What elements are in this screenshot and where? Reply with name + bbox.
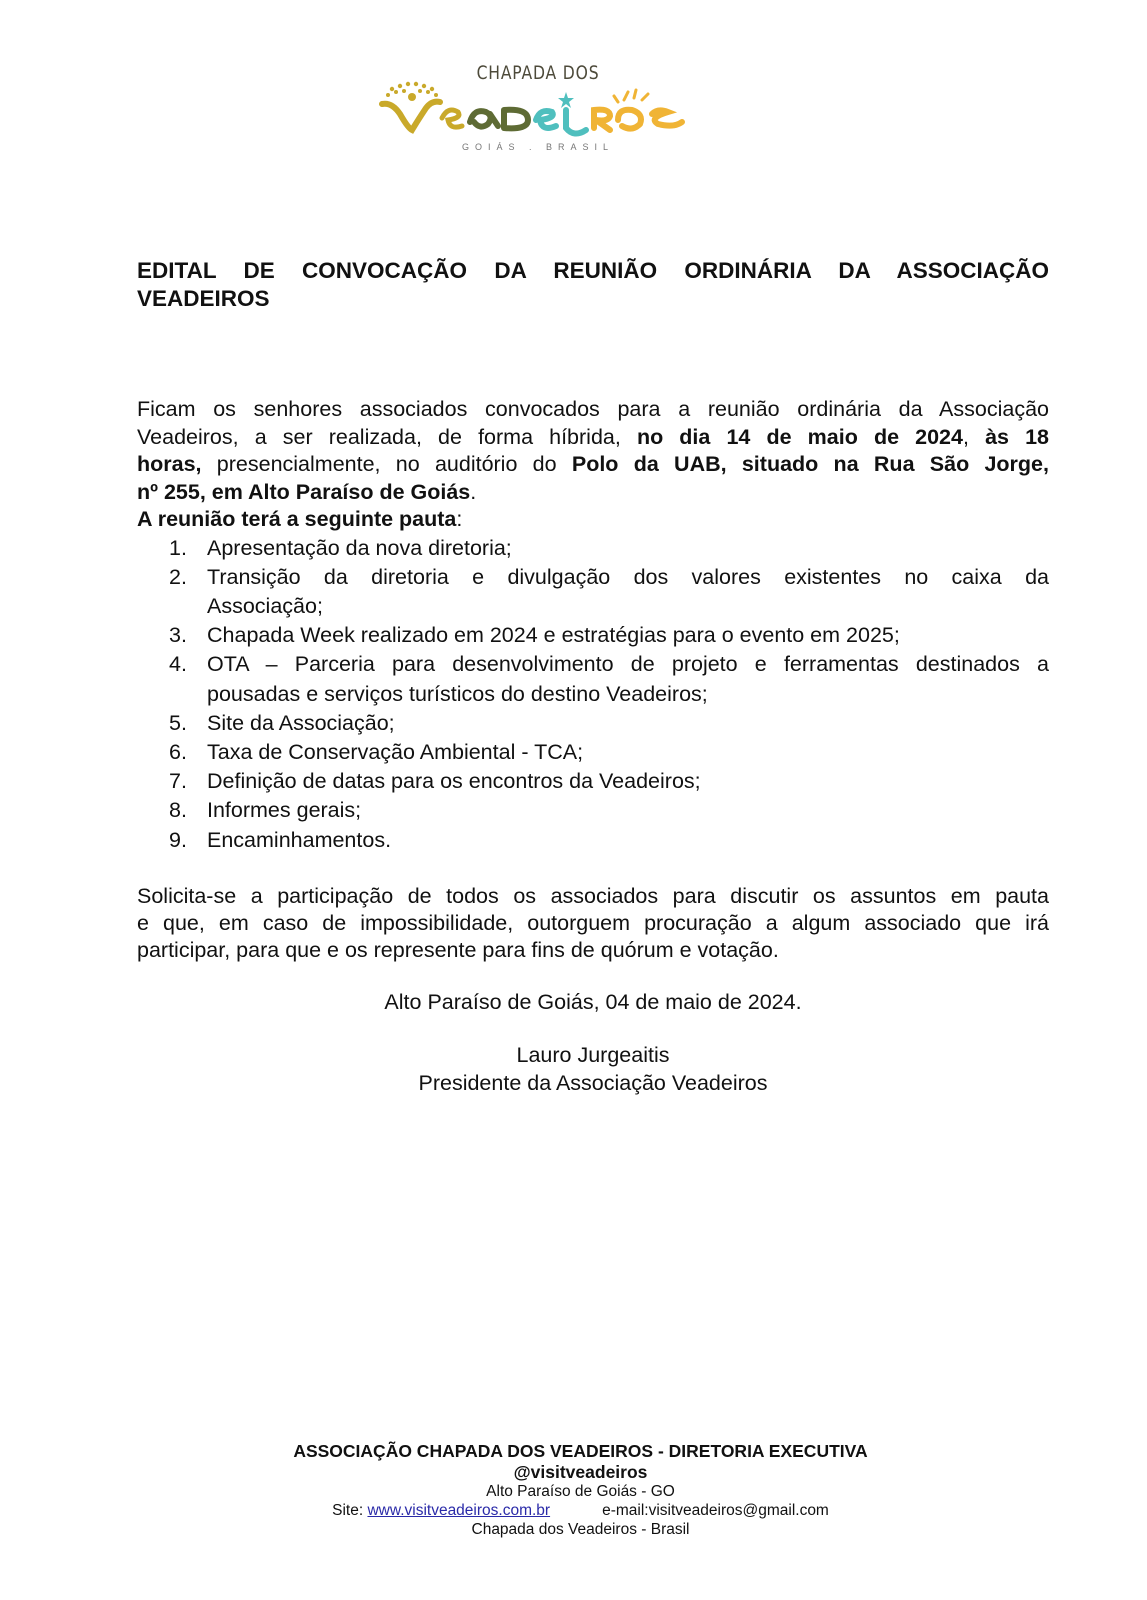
logo-bottom-text: GOIÁS . BRASIL — [461, 142, 615, 152]
agenda-label-colon: : — [456, 507, 463, 531]
closing-line-3: participar, para que e os represente para fins de quórum e votação. — [137, 938, 779, 962]
agenda-item-number: 9. — [169, 827, 187, 852]
veadeiros-wordmark-icon — [378, 80, 698, 142]
agenda-item — [137, 738, 1049, 767]
agenda-item-number: 6. — [169, 739, 187, 764]
agenda-item-text: Site da Associação; — [207, 710, 395, 735]
closing-line-2: e que, em caso de impossibilidade, outorguem procuração a algum associado que irá — [137, 911, 1049, 935]
agenda-item — [137, 709, 1049, 738]
intro-line-1: Ficam os senhores associados convocados para a reunião ordinária da Associação — [137, 397, 1049, 421]
footer-org: ASSOCIAÇÃO CHAPADA DOS VEADEIROS - DIRETORIA EXECUTIVA — [293, 1441, 868, 1461]
agenda-item-number: 3. — [169, 623, 187, 648]
footer-country: Chapada dos Veadeiros - Brasil — [471, 1521, 690, 1538]
signatory-role: Presidente da Associação Veadeiros — [418, 1071, 768, 1095]
agenda-item-number: 4. — [169, 652, 187, 677]
intro-text: . — [470, 479, 477, 504]
signatory-name: Lauro Jurgeaitis — [516, 1043, 670, 1067]
meeting-time: às 18 — [985, 424, 1049, 449]
agenda-item — [137, 563, 1049, 621]
intro-paragraph — [137, 396, 1049, 506]
meeting-location-cont: nº 255, em Alto Paraíso de Goiás — [137, 479, 471, 504]
agenda-item — [137, 534, 1049, 563]
agenda-item-number: 1. — [169, 535, 187, 560]
agenda-item-text: Encaminhamentos. — [207, 827, 392, 852]
agenda-list — [137, 534, 1049, 855]
intro-text: presencialmente, no auditório do — [201, 452, 572, 476]
meeting-time-cont: horas, — [137, 452, 202, 476]
site-label: Site: — [332, 1502, 368, 1519]
agenda-item — [137, 796, 1049, 825]
intro-text: Veadeiros, a ser realizada, de forma híbrida, — [137, 424, 637, 449]
agenda-item-text: Transição da diretoria e divulgação dos valores existentes no caixa da — [207, 564, 1049, 589]
agenda-item-text: Definição de datas para os encontros da Veadeiros; — [207, 769, 701, 794]
footer-contact — [0, 1502, 1147, 1520]
intro-text: , — [962, 424, 986, 449]
title-line-1: EDITAL DE CONVOCAÇÃO DA REUNIÃO ORDINÁRIA DA ASSOCIAÇÃO — [137, 258, 1049, 283]
chapada-dos-veadeiros-logo — [378, 58, 698, 163]
agenda-label — [137, 506, 1049, 534]
agenda-item-number: 8. — [169, 798, 187, 823]
agenda-item — [137, 826, 1049, 855]
intro-line-4 — [137, 480, 476, 504]
agenda-item — [137, 767, 1049, 796]
agenda-label-text: A reunião terá a seguinte pauta — [137, 507, 457, 531]
meeting-date: no dia 14 de maio de 2024 — [636, 424, 963, 449]
closing-line-1: Solicita-se a participação de todos os associados para discutir os assuntos em pauta — [137, 884, 1049, 908]
agenda-item-text: Taxa de Conservação Ambiental - TCA; — [207, 739, 584, 764]
agenda-item-text: Apresentação da nova diretoria; — [207, 535, 512, 560]
footer-city: Alto Paraíso de Goiás - GO — [486, 1483, 675, 1500]
agenda-item-text-cont: pousadas e serviços turísticos do destino Veadeiros; — [207, 681, 708, 706]
document-body — [137, 396, 1049, 855]
agenda-item-text-cont: Associação; — [207, 593, 323, 618]
footer-handle: @visitveadeiros — [513, 1462, 648, 1482]
agenda-item — [137, 650, 1049, 708]
agenda-item — [137, 621, 1049, 650]
agenda-item-text: Informes gerais; — [207, 798, 362, 823]
agenda-item-number: 5. — [169, 710, 187, 735]
logo-top-text: CHAPADA DOS — [476, 62, 600, 84]
document-title — [137, 257, 1049, 313]
website-link[interactable]: www.visitveadeiros.com.br — [367, 1502, 551, 1519]
title-line-2: VEADEIROS — [137, 286, 270, 311]
intro-line-3 — [137, 451, 1049, 479]
meeting-location: Polo da UAB, situado na Rua São Jorge, — [571, 452, 1049, 476]
intro-line-2 — [137, 424, 1049, 452]
agenda-item-text: OTA – Parceria para desenvolvimento de projeto e ferramentas destinados a — [207, 652, 1049, 677]
place-and-date: Alto Paraíso de Goiás, 04 de maio de 2024. — [384, 990, 802, 1014]
agenda-item-number: 7. — [169, 769, 187, 794]
agenda-item-text: Chapada Week realizado em 2024 e estratégias para o evento em 2025; — [207, 623, 900, 648]
agenda-item-number: 2. — [169, 564, 187, 589]
footer-email: e-mail:visitveadeiros@gmail.com — [602, 1502, 829, 1519]
closing-paragraph — [137, 883, 1049, 964]
